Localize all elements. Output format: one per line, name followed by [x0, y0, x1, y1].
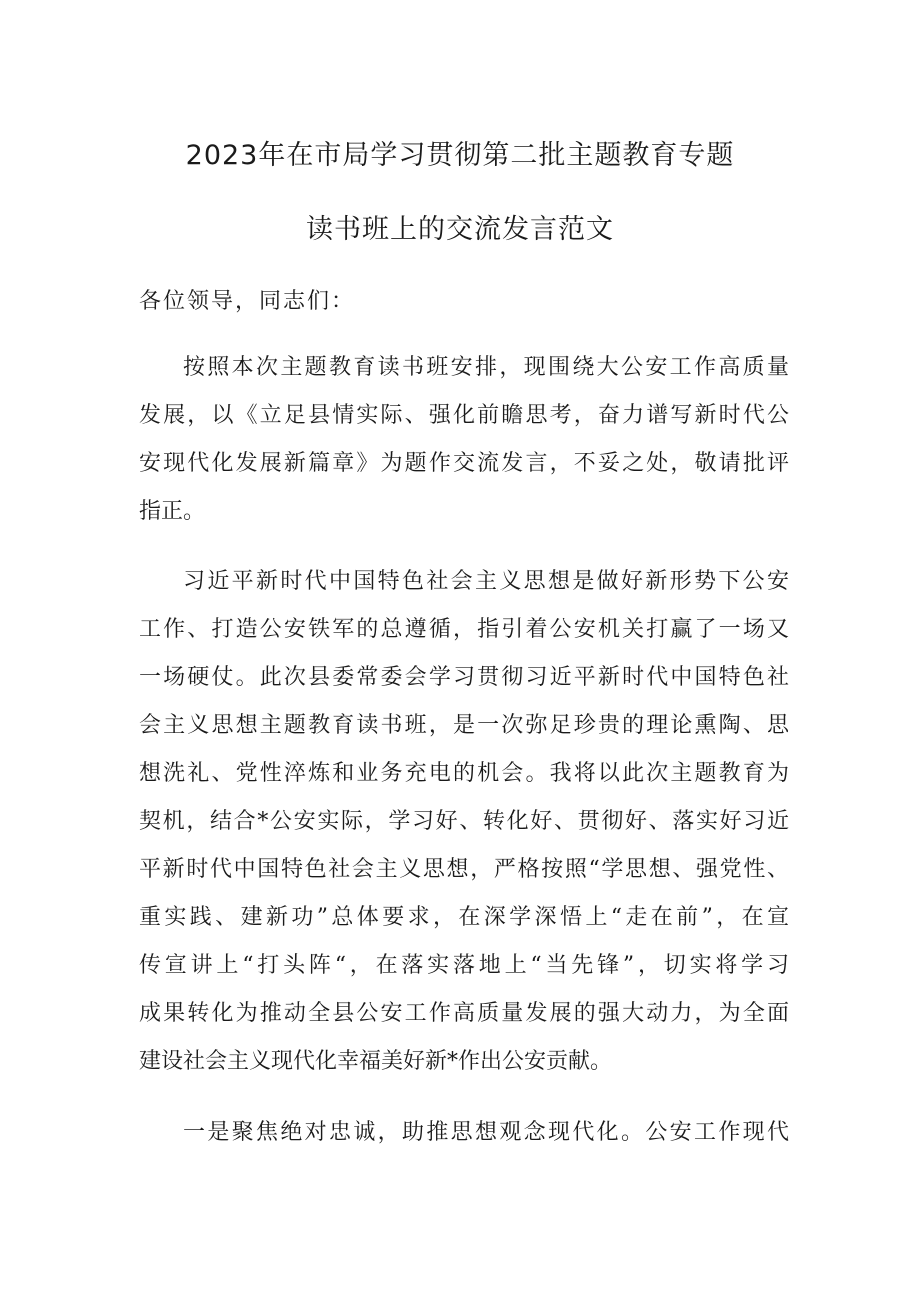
paragraph-2-line: 平新时代中国特色社会主义思想，严格按照“学思想、强党性、 [139, 857, 789, 882]
paragraph-2-line: 契机，结合*公安实际，学习好、转化好、贯彻好、落实好习近 [139, 809, 789, 834]
document-title-line-1: 2023年在市局学习贯彻第二批主题教育专题 [185, 140, 735, 171]
paragraph-3-line: 一是聚焦绝对忠诚，助推思想观念现代化。公安工作现代 [183, 1120, 789, 1145]
paragraph-2-line: 会主义思想主题教育读书班，是一次弥足珍贵的理论熏陶、思 [139, 713, 789, 738]
paragraph-1-line: 安现代化发展新篇章》为题作交流发言，不妥之处，敬请批评 [139, 451, 789, 476]
paragraph-2-line: 传宣讲上“打头阵“，在落实落地上“当先锋”，切实将学习 [139, 953, 789, 978]
paragraph-1-line: 按照本次主题教育读书班安排，现围绕大公安工作高质量 [183, 355, 789, 380]
paragraph-2-line: 重实践、建新功”总体要求，在深学深悟上“走在前”，在宣 [139, 905, 789, 930]
paragraph-2-line: 一场硬仗。此次县委常委会学习贯彻习近平新时代中国特色社 [139, 665, 789, 690]
paragraph-1-line: 指正。 [139, 499, 206, 524]
paragraph-2-line: 想洗礼、党性淬炼和业务充电的机会。我将以此次主题教育为 [139, 761, 789, 786]
salutation: 各位领导，同志们： [139, 289, 356, 314]
document-title-line-2: 读书班上的交流发言范文 [306, 214, 614, 245]
paragraph-2-line: 工作、打造公安铁军的总遵循，指引着公安机关打赢了一场又 [139, 617, 789, 642]
paragraph-2-line: 习近平新时代中国特色社会主义思想是做好新形势下公安 [183, 569, 789, 594]
paragraph-2-line: 建设社会主义现代化幸福美好新*作出公安贡献。 [139, 1049, 613, 1074]
paragraph-2-line: 成果转化为推动全县公安工作高质量发展的强大动力，为全面 [139, 1001, 789, 1026]
paragraph-1-line: 发展，以《立足县情实际、强化前瞻思考，奋力谱写新时代公 [139, 403, 789, 428]
